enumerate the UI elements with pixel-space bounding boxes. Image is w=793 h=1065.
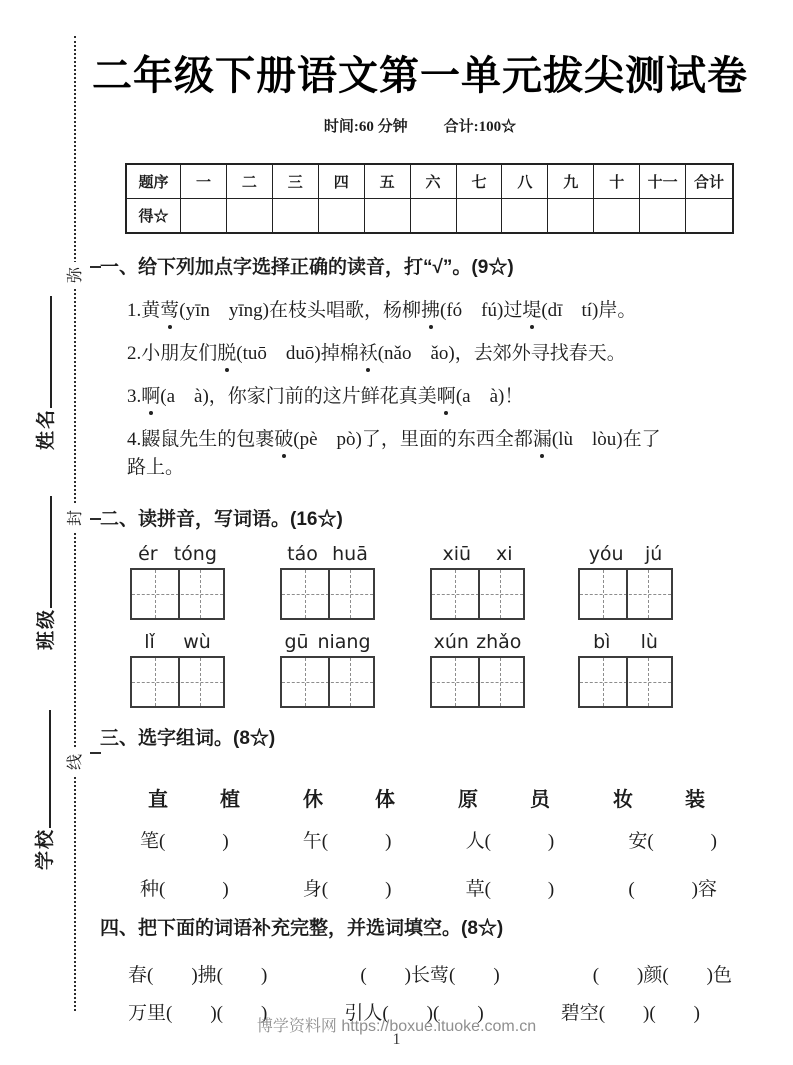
score-table-score-cell bbox=[502, 199, 548, 232]
writing-box bbox=[430, 656, 525, 708]
score-table-header-cell: 十 bbox=[594, 165, 640, 199]
q3-char-option: 休 bbox=[303, 789, 323, 811]
page-title: 二年级下册语文第一单元拔尖测试卷 bbox=[92, 54, 748, 98]
score-table-score-cell bbox=[548, 199, 594, 232]
score-table-header-cell: 题序 bbox=[127, 165, 181, 199]
seal-char-feng: 封 bbox=[64, 505, 88, 531]
q3-char-option: 植 bbox=[220, 789, 240, 811]
score-table-score-cell bbox=[411, 199, 457, 232]
q1-sentence: 1.黄莺(yīn yīng)在枝头唱歌，杨柳拂(fó fú)过堤(dī tí)岸。 bbox=[127, 297, 772, 325]
pinyin-word-unit bbox=[430, 543, 525, 620]
dotted-character: 拂 bbox=[421, 297, 440, 325]
pinyin-label: bì lù bbox=[593, 631, 658, 653]
score-table-score-cell bbox=[319, 199, 365, 232]
fill-blank-item: 种( ) bbox=[140, 879, 229, 900]
fill-blank-item: 引人( )( ) bbox=[344, 1003, 484, 1024]
dotted-character: 莺 bbox=[160, 297, 179, 325]
name-field-label: 姓名 bbox=[35, 407, 57, 450]
dotted-character: 啊 bbox=[141, 383, 160, 411]
class-field-blank-line bbox=[37, 496, 52, 608]
score-table-score-cell bbox=[457, 199, 503, 232]
pinyin-label: lǐ wù bbox=[144, 631, 211, 653]
fill-blank-item: ( )颜( )色 bbox=[592, 965, 732, 986]
q4-answer-row-1 bbox=[128, 960, 732, 987]
exam-meta bbox=[240, 115, 600, 136]
score-table-header-cell: 一 bbox=[181, 165, 227, 199]
q1-sentence: 4.鼹鼠先生的包裹破(pè pò)了，里面的东西全都漏(lù lòu)在了 路上。 bbox=[127, 426, 772, 482]
pinyin-word-unit bbox=[578, 631, 673, 708]
page-number: 1 bbox=[392, 1031, 401, 1048]
class-field-label: 班级 bbox=[35, 607, 57, 650]
writing-box bbox=[578, 656, 673, 708]
pinyin-label: gū niang bbox=[284, 631, 371, 653]
footer-watermark: 博学资料网 https://boxue.ituoke.com.cn bbox=[256, 1018, 537, 1035]
q3-char-option: 装 bbox=[685, 789, 705, 811]
score-table-header-cell: 九 bbox=[548, 165, 594, 199]
q3-character-options bbox=[148, 783, 705, 812]
score-table bbox=[125, 163, 734, 234]
seal-char-mi: 弥 bbox=[64, 262, 88, 288]
writing-box bbox=[280, 656, 375, 708]
pinyin-label: táo huā bbox=[287, 543, 368, 565]
score-table-score-cell bbox=[365, 199, 411, 232]
score-table-header-cell: 六 bbox=[411, 165, 457, 199]
q3-answer-row-2 bbox=[140, 874, 717, 901]
q3-char-option: 员 bbox=[530, 789, 550, 811]
q3-char-option: 体 bbox=[375, 789, 395, 811]
fill-blank-item: 午( ) bbox=[302, 831, 392, 852]
pinyin-label: ér tóng bbox=[138, 543, 217, 565]
score-table-score-cell bbox=[273, 199, 319, 232]
class-field bbox=[32, 496, 56, 650]
score-table-score-cell: 得☆ bbox=[127, 199, 181, 232]
writing-box bbox=[578, 568, 673, 620]
q3-char-option: 直 bbox=[148, 789, 168, 811]
score-table-score-cell bbox=[181, 199, 227, 232]
q3-answer-row-1 bbox=[140, 826, 717, 853]
q3-character-pair bbox=[148, 783, 240, 812]
q3-char-option: 原 bbox=[458, 789, 478, 811]
q3-heading: 三、选字组词。(8☆) bbox=[100, 728, 276, 749]
name-field-blank-line bbox=[37, 296, 52, 408]
q3-char-option: 妆 bbox=[613, 789, 633, 811]
q3-character-pair bbox=[303, 783, 395, 812]
q1-sentence: 3.啊(a à)，你家门前的这片鲜花真美啊(a à)！ bbox=[127, 383, 772, 411]
dotted-character: 破 bbox=[274, 426, 293, 454]
fill-blank-item: 笔( ) bbox=[140, 831, 229, 852]
score-table-header-cell: 二 bbox=[227, 165, 273, 199]
q3-character-pair bbox=[613, 783, 705, 812]
school-field bbox=[31, 710, 55, 870]
dotted-character: 啊 bbox=[437, 383, 456, 411]
score-table-score-cell bbox=[594, 199, 640, 232]
q2-heading: 二、读拼音，写词语。(16☆) bbox=[100, 509, 343, 530]
writing-box bbox=[130, 568, 225, 620]
pinyin-word-unit bbox=[280, 543, 375, 620]
fill-blank-item: 万里( )( ) bbox=[128, 1003, 268, 1024]
writing-box bbox=[280, 568, 375, 620]
name-field bbox=[32, 296, 56, 450]
fill-blank-item: 春( )拂( ) bbox=[128, 965, 268, 986]
score-table-header-cell: 五 bbox=[365, 165, 411, 199]
score-table-header-cell: 三 bbox=[273, 165, 319, 199]
q1-heading: 一、给下列加点字选择正确的读音，打“√”。(9☆) bbox=[100, 257, 514, 278]
pinyin-label: xiū xi bbox=[442, 543, 513, 565]
dotted-character: 脱 bbox=[217, 340, 236, 368]
seal-tick bbox=[90, 752, 101, 754]
score-table-header-cell: 七 bbox=[457, 165, 503, 199]
q1-sentences bbox=[127, 297, 772, 497]
exam-total-score: 合计:100☆ bbox=[443, 119, 517, 135]
school-field-label: 学校 bbox=[34, 827, 56, 870]
pinyin-label: xún zhǎo bbox=[433, 631, 522, 653]
exam-time: 时间:60 分钟 bbox=[323, 119, 408, 135]
writing-box bbox=[430, 568, 525, 620]
q4-heading: 四、把下面的词语补充完整，并选词填空。(8☆) bbox=[100, 918, 504, 939]
score-table-header-cell: 十一 bbox=[640, 165, 686, 199]
dotted-character: 漏 bbox=[533, 426, 552, 454]
fill-blank-item: 草( ) bbox=[465, 879, 555, 900]
fill-blank-item: 安( ) bbox=[628, 831, 717, 852]
pinyin-label: yóu jú bbox=[588, 543, 663, 565]
school-field-blank-line bbox=[36, 710, 51, 828]
pinyin-word-unit bbox=[280, 631, 375, 708]
fill-blank-item: ( )长莺( ) bbox=[360, 965, 500, 986]
pinyin-word-unit bbox=[430, 631, 525, 708]
q3-character-pair bbox=[458, 783, 550, 812]
score-table-score-cell bbox=[227, 199, 273, 232]
score-table-header-cell: 八 bbox=[502, 165, 548, 199]
pinyin-word-unit bbox=[130, 543, 225, 620]
q1-sentence: 2.小朋友们脱(tuō duō)掉棉袄(nǎo ǎo)，去郊外寻找春天。 bbox=[127, 340, 772, 368]
score-table-score-cell bbox=[640, 199, 686, 232]
score-table-header-cell: 四 bbox=[319, 165, 365, 199]
score-table-score-cell bbox=[686, 199, 732, 232]
fill-blank-item: 人( ) bbox=[465, 831, 555, 852]
pinyin-word-unit bbox=[578, 543, 673, 620]
seal-char-xian: 线 bbox=[64, 749, 88, 775]
pinyin-word-unit bbox=[130, 631, 225, 708]
dotted-character: 袄 bbox=[359, 340, 378, 368]
fill-blank-item: ( )容 bbox=[628, 879, 717, 900]
fill-blank-item: 身( ) bbox=[302, 879, 392, 900]
fill-blank-item: 碧空( )( ) bbox=[560, 1003, 700, 1024]
writing-box bbox=[130, 656, 225, 708]
dotted-character: 堤 bbox=[522, 297, 541, 325]
score-table-header-cell: 合计 bbox=[686, 165, 732, 199]
